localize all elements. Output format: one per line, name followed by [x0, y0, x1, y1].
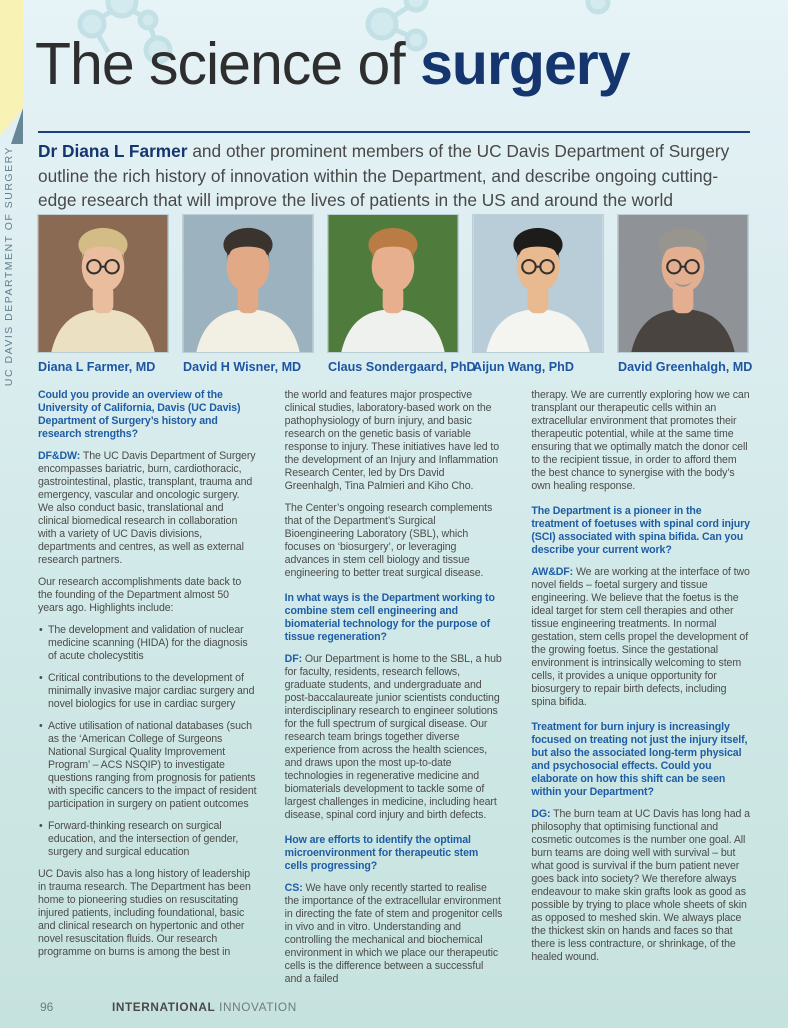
column-3 [531, 389, 750, 986]
question-heading: The Department is a pioneer in the treatment of foetuses with spinal cord injury (SCI) associated with spina bifida. Can you describe your current work? [531, 505, 750, 556]
bullet-item: • Active utilisation of national databases (such as the ‘American College of Surgeons National Surgical Quality Improvement Program’ – ACS NSQIP) to investigate questions ranging from prognosis for patients with specific cancers to the impact of resident participation in surgery on patient outcomes [38, 720, 257, 811]
magazine-name [112, 1000, 297, 1014]
portrait-photo [473, 215, 603, 352]
answer-paragraph [531, 808, 750, 964]
answer-paragraph [38, 450, 257, 567]
standfirst-text: and other prominent members of the UC Davis Department of Surgery outline the rich history of innovation within the Department, and describe ongoing cutting-edge research that will improve the lives of patients in the US and around the world [38, 141, 730, 211]
body-paragraph: UC Davis also has a long history of leadership in trauma research. The Department has been home to pioneering studies on resuscitating injured patients, including foundational, basic and clinical research on hypertonic and other novel resuscitation fluids. Our research programme on burns is among the best in [38, 868, 251, 958]
bullet-item: • Critical contributions to the development of minimally invasive major cardiac surgery and novel biologics for use in cardiac surgery [38, 672, 257, 711]
paragraph-text: Our Department is home to the SBL, a hub for faculty, residents, research fellows, graduate students, and undergraduate and post-baccalaureate junior scientists conducting interdisciplinary research to engineer solutions for the full spectrum of surgical disease. Our research team brings together diverse experience from across the health sciences, and draws upon the most up-to-date technologies in regenerative medicine and biomaterials development to tackle some of largest challenges in medicine, including heart disease, spinal cord injury and birth defects. [284, 653, 502, 821]
portrait-photo [618, 215, 748, 352]
portrait-photo [38, 215, 168, 352]
page-title-accent: surgery [420, 31, 630, 97]
column-1 [38, 389, 257, 986]
paragraph-text: The UC Davis Department of Surgery encompasses bariatric, burn, cardiothoracic, gastrointestinal, plastic, transplant, trauma and emergency, vascular and oncologic surgery. We also conduct basic, translational and clinical biomedical research in collaboration with a variety of UC Davis divisions, departments and centres, as well as external research partners. [38, 450, 256, 566]
answer-paragraph [285, 882, 504, 986]
speaker-initials: DF&DW: [38, 450, 81, 462]
page-title-normal: The science of [35, 31, 421, 97]
body-paragraph: therapy. We are currently exploring how we can transplant our therapeutic cells within an extracellular environment that promotes their therapeutic potential, while at the same time ensuring that we optimally match the donor cell to the recipient tissue, in order to afford them the best chance to synergise with the body’s own healing response. [531, 389, 750, 492]
portrait-row [38, 215, 753, 374]
portrait-caption: Diana L Farmer, MD [38, 360, 156, 374]
body-paragraph: The Center’s ongoing research complements that of the Department’s Surgical Bioengineering Laboratory (SBL), which focuses on ‘biosurgery’, or leveraging advances in stem cell biology and tissue engineering to better treat surgical disease. [284, 502, 493, 579]
paragraph-text: We are working at the interface of two novel fields – foetal surgery and tissue engineering. We believe that the foetus is the ideal target for stem cell therapies and other tissue engineering treatments. In normal gestation, stem cells propel the development of the growing foetus. Since the gestational environment is intrinsically welcoming to stem cells, it provides a unique opportunity for biosurgery to repair birth defects, including spina bifida. [531, 566, 750, 708]
speaker-initials: DG: [531, 808, 551, 820]
paragraph-text: The burn team at UC Davis has long had a philosophy that optimising functional and cosmetic outcomes is the number one goal. All burn teams are doing well with survival – but what good is survival if the burn patient never goes back into society? We therefore always endeavour to make skin grafts look as good as possible by trying to place whole sheets of skin as opposed to meshed skin. We always place the thickest skin on hands and faces so that there is less contracture, or shrinkage, of the healed wound. [531, 808, 750, 963]
bullet-item: • The development and validation of nuclear medicine scanning (HIDA) for the diagnosis of acute cholecystitis [38, 624, 257, 663]
magazine-name-light: INNOVATION [219, 1000, 297, 1014]
portrait-caption: David Greenhalgh, MD [618, 360, 753, 374]
portrait-caption: David H Wisner, MD [183, 360, 302, 374]
question-heading: Treatment for burn injury is increasingly focused on treating not just the injury itself, but also the associated long-term physical and psychosocial effects. Could you elaborate on how this shift can be seen within your Department? [531, 721, 748, 798]
article-body [38, 389, 750, 986]
page-title [35, 30, 630, 98]
portrait-card [183, 215, 313, 374]
portrait-caption: Claus Sondergaard, PhD [328, 360, 476, 374]
title-divider [38, 131, 750, 133]
paragraph-text: We have only recently started to realise the importance of the extracellular environment in directing the fate of stem and progenitor cells in vivo and in vitro. Understanding and controlling the mechanical and biochemical environment in which we place our therapeutic cells is the difference between a successful and a failed [284, 882, 503, 985]
speaker-initials: AW&DF: [531, 566, 574, 578]
body-paragraph: Our research accomplishments date back to the founding of the Department almost 50 years ago. Highlights include: [38, 576, 242, 614]
magazine-name-bold: INTERNATIONAL [112, 1000, 216, 1014]
page-number: 96 [40, 1000, 54, 1014]
portrait-photo [183, 215, 313, 352]
column-2 [285, 389, 504, 986]
bullet-item: • Forward-thinking research on surgical education, and the intersection of gender, surgery and surgical education [38, 820, 257, 859]
portrait-photo [328, 215, 458, 352]
body-paragraph: the world and features major prospective clinical studies, laboratory-based work on the pathophysiology of burn injury, and basic research on the genetic basis of variable response to injury. These initiatives have led to the development of an Injury and Inflammation Research Center, led by Drs David Greenhalgh, Tina Palmieri and Kiho Cho. [284, 389, 500, 492]
corner-ribbon [0, 0, 23, 136]
vertical-strapline: UC DAVIS DEPARTMENT OF SURGERY [3, 146, 15, 387]
portrait-card [328, 215, 476, 374]
author-name: Dr Diana L Farmer [38, 141, 188, 161]
answer-paragraph [531, 566, 750, 709]
speaker-initials: CS: [284, 882, 303, 894]
portrait-card [473, 215, 603, 374]
speaker-initials: DF: [284, 653, 303, 665]
question-heading: How are efforts to identify the optimal microenvironment for therapeutic stem cells progressing? [284, 834, 479, 872]
portrait-card [618, 215, 753, 374]
answer-paragraph [285, 653, 504, 822]
question-heading: Could you provide an overview of the University of California, Davis (UC Davis) Department of Surgery’s history and research strengths? [38, 389, 241, 440]
standfirst [38, 139, 746, 213]
page-footer [0, 1000, 788, 1020]
question-heading: In what ways is the Department working to combine stem cell engineering and biomaterial technology for the purpose of tissue regeneration? [284, 592, 495, 643]
portrait-caption: Aijun Wang, PhD [473, 360, 574, 374]
portrait-card [38, 215, 168, 374]
